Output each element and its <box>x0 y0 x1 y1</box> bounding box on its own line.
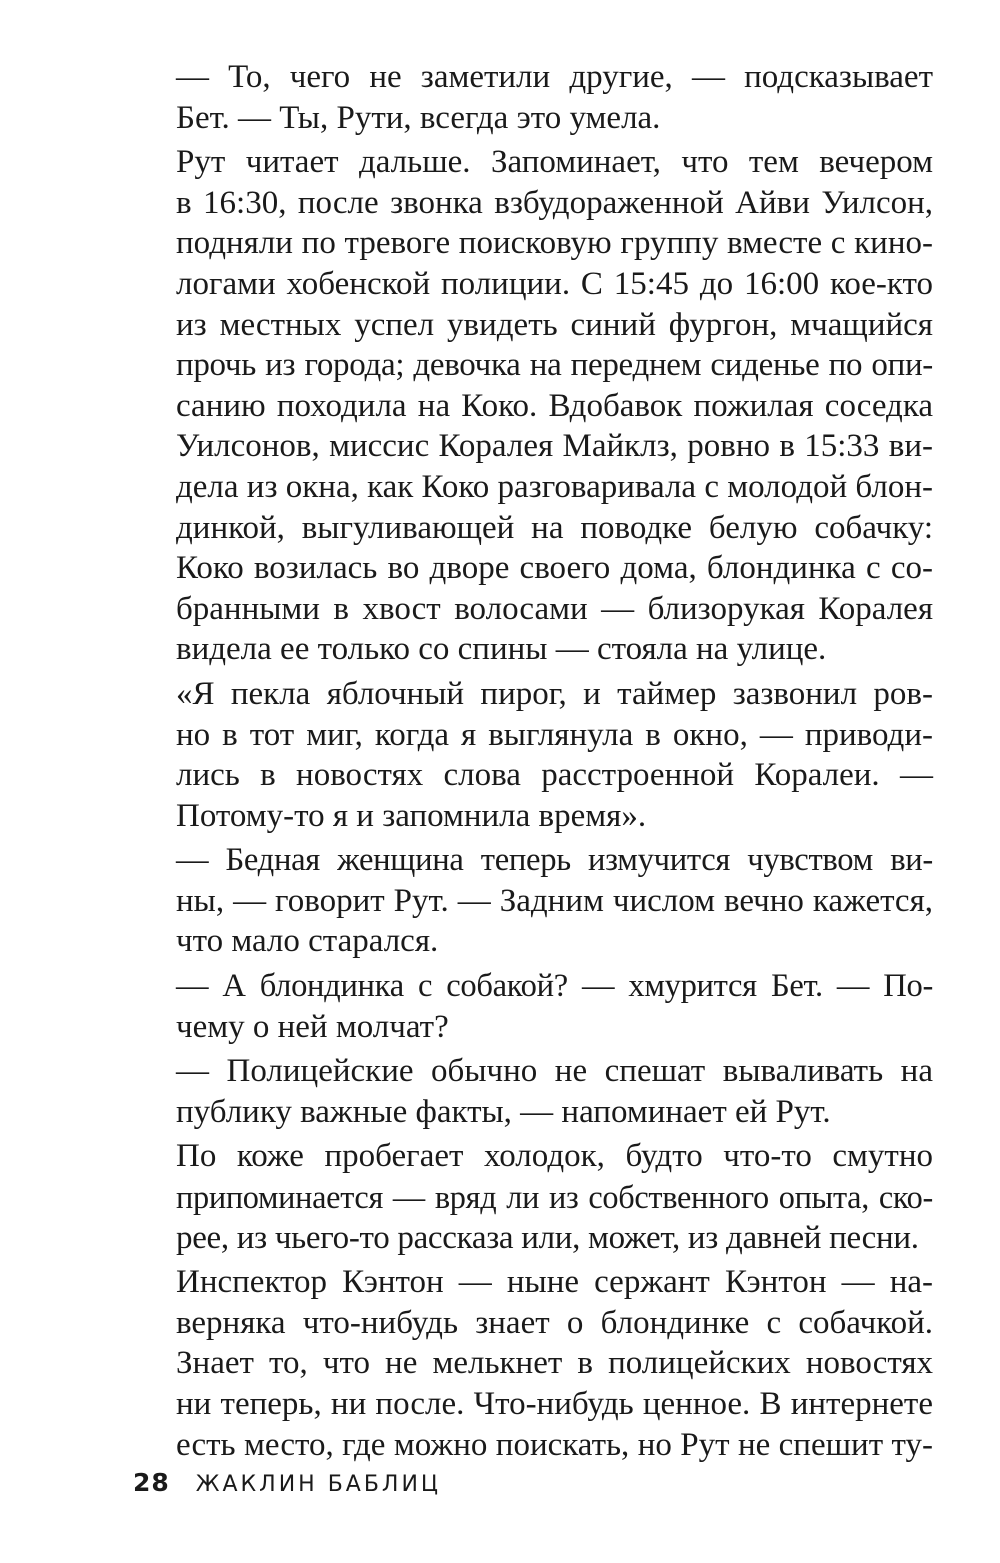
text-line: верняка что-нибудь знает о блондинке с собачкой. <box>176 1304 933 1341</box>
text-line: — Полицейские обычно не спешат вываливать на <box>176 1053 933 1090</box>
text-line: ны, — говорит Рут. — Задним числом вечно кажется, <box>176 882 933 919</box>
text-line: Бет. — Ты, Рути, всегда это умела. <box>176 99 661 136</box>
text-line: «Я пекла яблочный пирог, и таймер зазвонил ров- <box>176 675 933 712</box>
text-line: в 16:30, после звонка взбудораженной Айви Уилсон, <box>176 184 933 221</box>
text-line: логами хобенской полиции. С 15:45 до 16:00 кое-кто <box>176 265 933 302</box>
paragraph <box>133 1262 933 1465</box>
paragraph <box>133 57 933 138</box>
text-line: Рут читает дальше. Запоминает, что тем вечером <box>176 144 933 181</box>
book-page <box>133 57 933 1469</box>
text-line: Инспектор Кэнтон — ныне сержант Кэнтон — на- <box>176 1264 933 1301</box>
page-number: 28 <box>133 1468 170 1497</box>
text-line: — А блондинка с собакой? — хмурится Бет. — По- <box>176 968 933 1005</box>
text-line: дела из окна, как Коко разговаривала с молодой блон- <box>176 468 933 505</box>
text-line: видела ее только со спины — стояла на улице. <box>176 631 827 668</box>
text-line: — То, чего не заметили другие, — подсказывает <box>176 59 933 95</box>
paragraph <box>133 966 933 1047</box>
text-line: лись в новостях слова расстроенной Коралеи. — <box>176 757 933 794</box>
paragraph <box>133 142 933 670</box>
body-text <box>133 57 933 1465</box>
text-line: Потому-то я и запомнила время». <box>176 797 647 834</box>
text-line: ни теперь, ни после. Что-нибудь ценное. В интернете <box>176 1386 933 1422</box>
text-line: бранными в хвост волосами — близорукая Коралея <box>176 590 933 627</box>
text-line: Коко возилась во дворе своего дома, блондинка с со- <box>176 550 933 587</box>
paragraph <box>133 840 933 962</box>
text-line: припоминается — вряд ли из собственного опыта, ско- <box>176 1179 933 1216</box>
text-line: санию походила на Коко. Вдобавок пожилая соседка <box>176 387 933 424</box>
text-line: из местных успел увидеть синий фургон, мчащийся <box>176 306 933 343</box>
paragraph <box>133 674 933 836</box>
text-line: публику важные факты, — напоминает ей Рут. <box>176 1093 831 1130</box>
text-line: что мало старался. <box>176 923 439 960</box>
running-head: ЖАКЛИН БАБЛИЦ <box>195 1472 442 1497</box>
paragraph <box>133 1051 933 1132</box>
text-line: динкой, выгуливающей на поводке белую собачку: <box>176 509 933 546</box>
text-line: подняли по тревоге поисковую группу вместе с кино- <box>176 225 933 262</box>
text-line: есть место, где можно поискать, но Рут не спешит ту- <box>176 1426 933 1463</box>
text-line: рее, из чьего-то рассказа или, может, из давней песни. <box>176 1219 919 1256</box>
text-line: прочь из города; девочка на переднем сиденье по опи- <box>176 347 933 384</box>
text-line: но в тот миг, когда я выглянула в окно, — приводи- <box>176 716 933 753</box>
text-line: По коже пробегает холодок, будто что-то смутно <box>176 1138 933 1175</box>
text-line: Уилсонов, миссис Коралея Майклз, ровно в 15:33 ви- <box>176 428 933 465</box>
text-line: Знает то, что не мелькнет в полицейских новостях <box>176 1345 933 1382</box>
text-line: — Бедная женщина теперь измучится чувством ви- <box>176 842 933 879</box>
page-footer <box>133 1468 441 1497</box>
paragraph <box>133 1136 933 1258</box>
text-line: чему о ней молчат? <box>176 1008 449 1045</box>
